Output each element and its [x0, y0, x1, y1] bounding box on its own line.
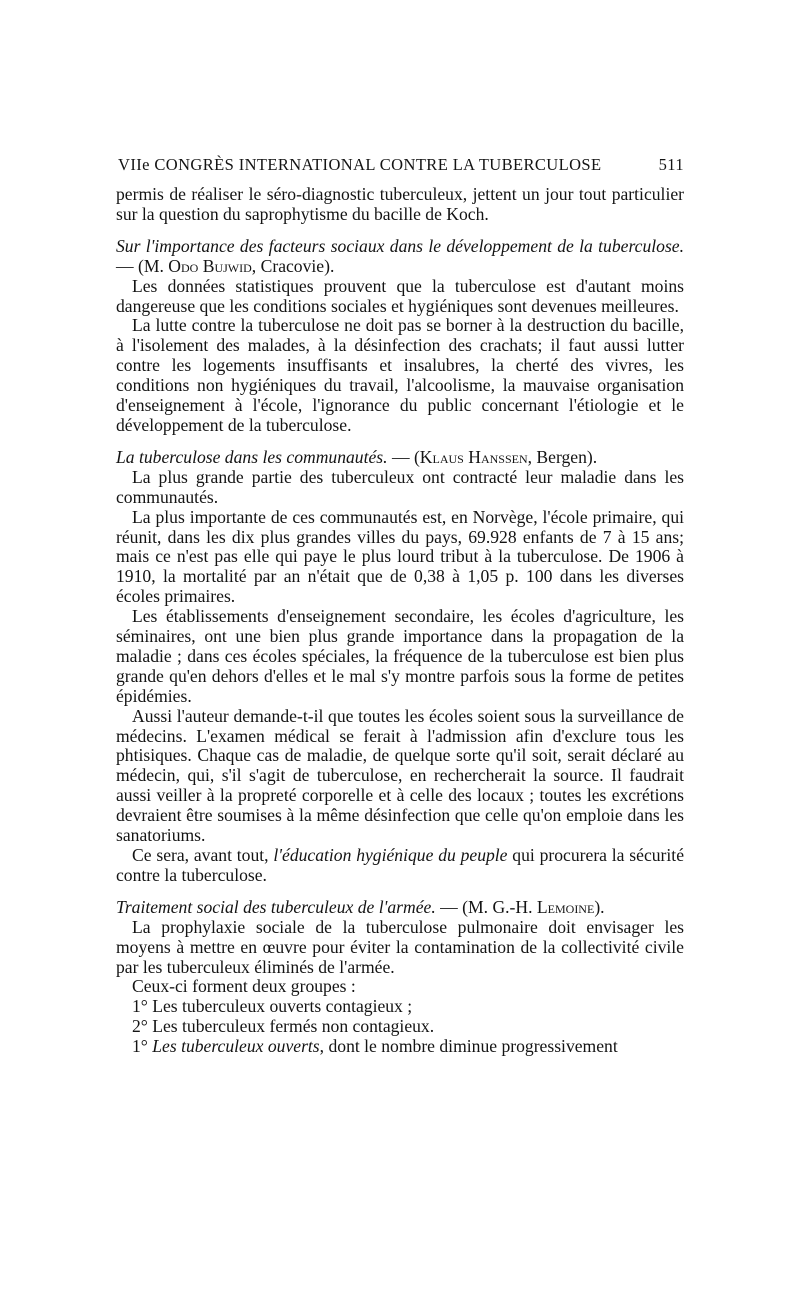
author-suffix: ).	[594, 896, 605, 917]
text-run: , dont le nombre diminue progressivement	[319, 1036, 618, 1057]
paragraph	[116, 846, 684, 886]
section-title-army: Traitement social des tuberculeux de l'armée.	[116, 896, 436, 917]
author-name: Klaus Hanssen	[419, 446, 528, 467]
running-head	[116, 155, 684, 181]
paragraph	[116, 1037, 684, 1057]
section-heading-army	[116, 898, 684, 918]
paragraph: La lutte contre la tuberculose ne doit pas se borner à la destruction du bacille, à l'isolement des malades, à la désinfection des crachats; il faut aussi lutter contre les logements insuffisants et insalubres, la cherté des vivres, les conditions non hygiéniques du travail, l'alcoolisme, la mauvaise organisation d'enseignement à l'école, l'ignorance du public concernant l'étiologie et le développement de la tuberculose.	[116, 315, 684, 435]
page	[116, 155, 684, 1057]
text-run: 1°	[132, 1036, 153, 1057]
running-head-title: VIIe CONGRÈS INTERNATIONAL CONTRE LA TUBERCULOSE	[118, 155, 602, 174]
page-number: 511	[658, 155, 684, 174]
paragraph: Les établissements d'enseignement secondaire, les écoles d'agriculture, les séminaires, ont une bien plus grande importance dans la propagation de la maladie ; dans ces écoles spéciales, la fréquence de la tuberculose est bien plus grande qu'en dehors d'elles et le mal s'y montre parfois sous la forme de petites épidémies.	[116, 606, 684, 706]
author-suffix: , Bergen).	[527, 446, 598, 467]
list-item: 2° Les tuberculeux fermés non contagieux.	[132, 1016, 435, 1037]
paragraph: La plus importante de ces communautés est, en Norvège, l'école primaire, qui réunit, dans les dix plus grandes villes du pays, 69.928 enfants de 7 à 15 ans; mais ce n'est pas elle qui paye le plus lourd tribut à la tuberculose. De 1906 à 1910, la mortalité par an n'était que de 0,38 à 1,05 p. 100 dans les diverses écoles primaires.	[116, 506, 684, 607]
emphasis: l'éducation hygiénique du peuple	[273, 845, 508, 865]
paragraph: La prophylaxie sociale de la tuberculose pulmonaire doit envisager les moyens à mettre en œuvre pour éviter la contamination de la collectivité civile par les tuberculeux éliminés de l'armée.	[116, 916, 684, 977]
paragraph: Les données statistiques prouvent que la tuberculose est d'autant moins dangereuse que les conditions sociales et hygiéniques sont devenues meilleures.	[116, 275, 684, 316]
author-prefix: — (M.	[435, 896, 493, 917]
text-run: qui procurera la sécurité contre la tuberculose.	[116, 845, 685, 885]
author-name: G.-H. Lemoine	[492, 896, 595, 917]
list-item: 1° Les tuberculeux ouverts contagieux ;	[132, 996, 413, 1017]
section-heading-social-factors	[116, 237, 684, 277]
author-suffix: , Cracovie).	[251, 255, 335, 276]
author-prefix: — (	[387, 446, 420, 467]
paragraph: Ceux-ci forment deux groupes :	[132, 976, 356, 997]
intro-paragraph: permis de réaliser le séro-diagnostic tuberculeux, jettent un jour tout particulier sur la question du saprophytisme du bacille de Koch.	[116, 184, 684, 224]
section-heading-communities	[116, 448, 684, 468]
emphasis: Les tuberculeux ouverts	[152, 1036, 320, 1057]
section-title-communities: La tuberculose dans les communautés.	[116, 446, 388, 467]
author-name: Odo Bujwid	[168, 255, 252, 276]
text-run: Ce sera, avant tout,	[132, 845, 274, 865]
paragraph: La plus grande partie des tuberculeux ont contracté leur maladie dans les communautés.	[116, 466, 684, 507]
paragraph: Aussi l'auteur demande-t-il que toutes les écoles soient sous la surveillance de médecins. L'examen médical se ferait à l'admission afin d'exclure tous les phtisiques. Chaque cas de maladie, de quelque sorte qu'il soit, serait déclaré au médecin, qui, s'il s'agit de tuberculose, en rechercherait la source. Il faudrait aussi veiller à la propreté corporelle et à celle des locaux ; toutes les excrétions devraient être soumises à la même désinfection que celle qu'on emploie dans les sanatoriums.	[116, 705, 684, 846]
body-text	[116, 185, 684, 1057]
author-prefix: — (M.	[116, 255, 169, 276]
section-title-social-factors: Sur l'importance des facteurs sociaux dans le développement de la tuberculose.	[116, 235, 684, 256]
